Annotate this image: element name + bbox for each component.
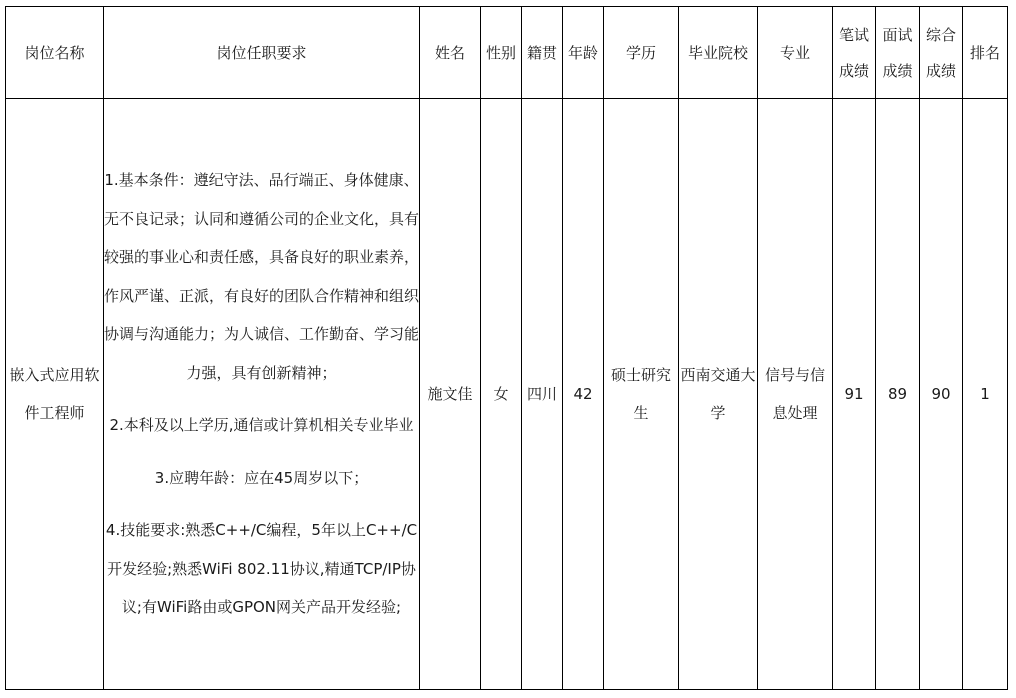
cell-name: 施文佳 [420, 99, 481, 690]
cell-school-text: 西南交通大学 [680, 366, 756, 422]
candidate-table [5, 6, 1008, 690]
header-name: 姓名 [420, 7, 481, 99]
header-gender: 性别 [481, 7, 522, 99]
requirement-1: 1.基本条件：遵纪守法、品行端正、身体健康、无不良记录；认同和遵循公司的企业文化，具有较强的事业心和责任感，具备良好的职业素养，作风严谨、正派，有良好的团队合作精神和组织协调与沟通能力；为人诚信、工作勤奋、学习能力强，具有创新精神； [104, 171, 420, 382]
cell-written-score: 91 [833, 99, 876, 690]
header-origin: 籍贯 [522, 7, 563, 99]
header-age: 年龄 [563, 7, 604, 99]
cell-major-text: 信号与信息处理 [764, 366, 825, 422]
cell-requirements [104, 99, 420, 690]
header-overall-score-label: 综合成绩 [925, 25, 956, 80]
header-position: 岗位名称 [6, 7, 104, 99]
cell-education [604, 99, 679, 690]
cell-major [758, 99, 833, 690]
cell-rank: 1 [963, 99, 1008, 690]
header-overall-score [920, 7, 963, 99]
cell-origin: 四川 [522, 99, 563, 690]
header-rank: 排名 [963, 7, 1008, 99]
header-interview-score-label: 面试成绩 [882, 25, 913, 80]
header-major: 专业 [758, 7, 833, 99]
header-written-score-label: 笔试成绩 [838, 25, 869, 80]
header-education: 学历 [604, 7, 679, 99]
cell-gender: 女 [481, 99, 522, 690]
cell-school [679, 99, 758, 690]
table-row [6, 99, 1008, 690]
header-interview-score [876, 7, 920, 99]
cell-age: 42 [563, 99, 604, 690]
header-school: 毕业院校 [679, 7, 758, 99]
cell-position [6, 99, 104, 690]
requirement-3: 3.应聘年龄：应在45周岁以下； [154, 468, 369, 487]
requirement-4: 4.技能要求:熟悉C++/C编程，5年以上C++/C开发经验;熟悉WiFi 802.11协议,精通TCP/IP协议;有WiFi路由或GPON网关产品开发经验; [105, 521, 418, 617]
cell-overall-score: 90 [920, 99, 963, 690]
header-written-score [833, 7, 876, 99]
header-row [6, 7, 1008, 99]
cell-position-text: 嵌入式应用软件工程师 [9, 366, 100, 422]
cell-education-text: 硕士研究生 [610, 366, 671, 422]
header-requirements: 岗位任职要求 [104, 7, 420, 99]
requirement-2: 2.本科及以上学历,通信或计算机相关专业毕业 [109, 416, 414, 435]
cell-interview-score: 89 [876, 99, 920, 690]
